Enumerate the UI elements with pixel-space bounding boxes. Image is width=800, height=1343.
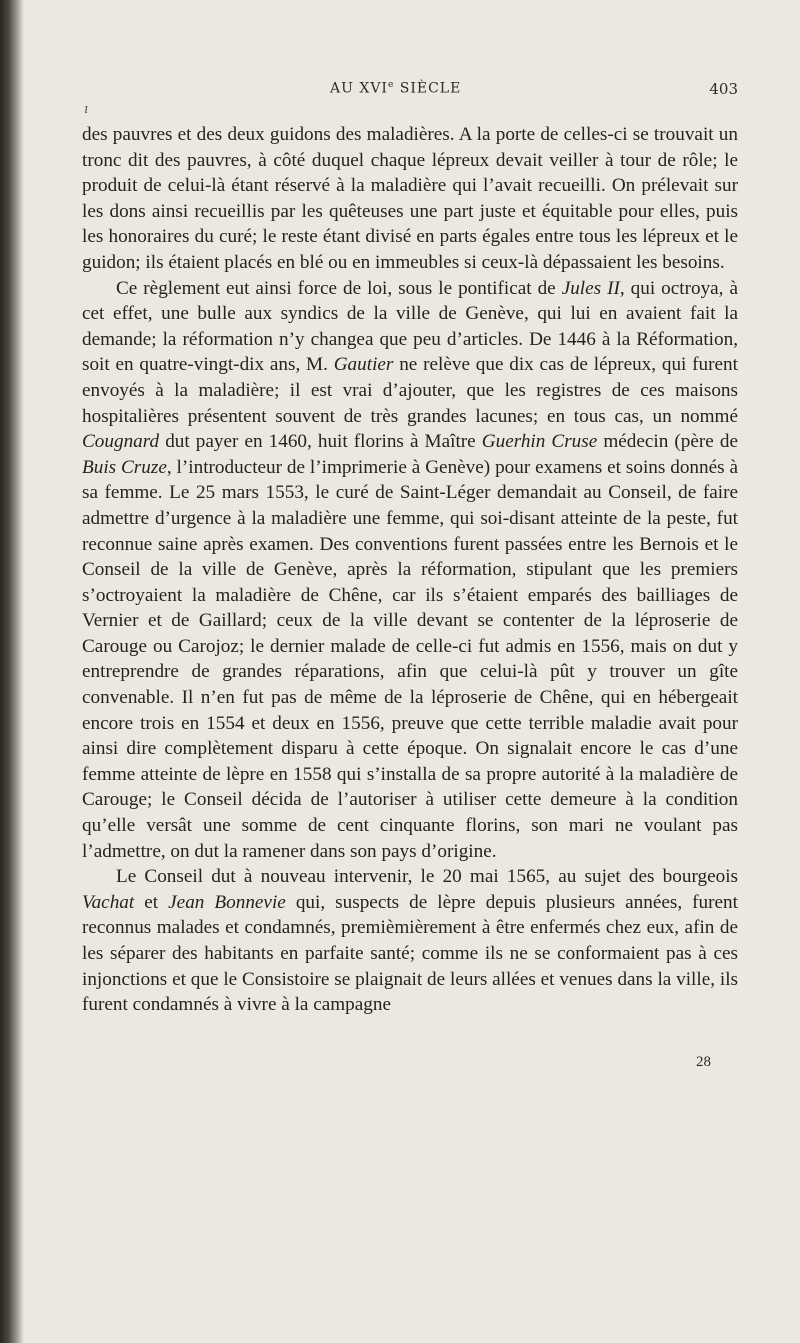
italic-name: Vachat — [82, 891, 135, 913]
text-run: , qui octroya, à cet effet, une bulle aux syndics de la ville de Genève, qui lui en avaient fait la demande; la réformation n’y changea que peu d’articles. De 1446 à la Réformation, soit en quatre-vingt-dix ans, M. — [82, 277, 738, 376]
paragraph — [82, 864, 738, 1018]
text-run: , l’introducteur de l’imprimerie à Genève) pour examens et soins donnés à sa femme. Le 25 mars 1553, le curé de Saint-Léger demandait au Conseil, de faire admettre d’urgence à la maladière une femme, qui soi-disant atteinte de la peste, fut reconnue saine après examen. Des conventions furent passées entre les Bernois et le Conseil de la ville de Genève, après la réformation, stipulant que les premiers s’octroyaient la maladière de Chêne, car ils s’étaient emparés des bailliages de Vernier et de Gaillard; ceux de la ville devant se contenter de la léproserie de Carouge ou Carojoz; le dernier malade de celle-ci fut admis en 1556, mais on dut y entreprendre de grandes réparations, afin que celui-là pût y trouver un gîte convenable. Il n’en fut pas de même de la léproserie de Chêne, qui en hébergeait encore trois en 1554 et deux en 1556, preuve que cette terrible maladie avait pour ainsi dire complètement disparu à cette époque. On signalait encore le cas d’une femme atteinte de lèpre en 1558 qui s’installa de sa propre autorité à la maladière de Carouge; le Conseil décida de l’autoriser à utiliser cette demeure à la condition qu’elle versât une somme de cent cinquante florins, son mari ne voulant pas l’admettre, on dut la ramener dans son pays d’origine. — [82, 456, 738, 862]
italic-name: Buis Cruze — [82, 456, 167, 478]
text-run: et — [134, 891, 169, 913]
italic-name: Cougnard — [82, 431, 160, 453]
text-run: Ce règlement eut ainsi force de loi, sous le pontificat de — [116, 277, 562, 299]
text-run: des pauvres et des deux guidons des maladières. A la porte de celles-ci se trouvait un tronc dit des pauvres, à côté duquel chaque lépreux devait veiller à tour de rôle; le produit de celui-là étant réservé à la maladière qui l’avait recueilli. On prélevait sur les dons ainsi recueillis par les quêteuses une part juste et équitable pour elles, puis les honoraires du curé; le reste étant divisé en parts égales entre tous les lépreux et le guidon; ils étaient placés en blé ou en immeubles si ceux-là dépassaient les besoins. — [82, 124, 738, 273]
running-title-superscript: e — [387, 80, 395, 90]
text-run: qui, suspects de lèpre depuis plusieurs années, furent reconnus malades et condamnés, premièmièrement à être enfermés chez eux, afin de les séparer des habitants en parfaite santé; comme ils ne se conformaient pas à ces injonctions et que le Consistoire se plaignait de leurs allées et venues dans la ville, ils furent condamnés à vivre à la campagne — [82, 891, 738, 1016]
text-run: ne relève que dix cas de lépreux, qui furent envoyés à la maladière; il est vrai d’ajouter, que les registres de ces maisons hospitalières présentent souvent de très grandes lacunes; en tous cas, un nommé — [82, 354, 738, 427]
signature-mark: 28 — [696, 1054, 711, 1070]
page-number: 403 — [709, 80, 738, 98]
gutter-shadow — [0, 0, 24, 1343]
italic-name: Jean Bonnevie — [168, 891, 286, 913]
running-title-prefix: AU XVI — [330, 80, 388, 97]
italic-name: Jules II — [561, 277, 620, 299]
page-header — [0, 80, 800, 102]
text-run: dut payer en 1460, huit florins à Maître — [159, 431, 482, 453]
body-text — [82, 122, 738, 1018]
running-title-suffix: SIÈCLE — [394, 80, 462, 97]
text-run: Le Conseil dut à nouveau intervenir, le 20 mai 1565, au sujet des bourgeois — [116, 866, 738, 888]
text-run: médecin (père de — [597, 431, 738, 453]
italic-name: Gautier — [333, 354, 394, 376]
paragraph — [82, 276, 738, 865]
running-title — [330, 80, 461, 97]
stray-mark: ı — [84, 102, 89, 117]
italic-name: Guerhin Cruse — [481, 431, 598, 453]
paragraph — [82, 122, 738, 276]
